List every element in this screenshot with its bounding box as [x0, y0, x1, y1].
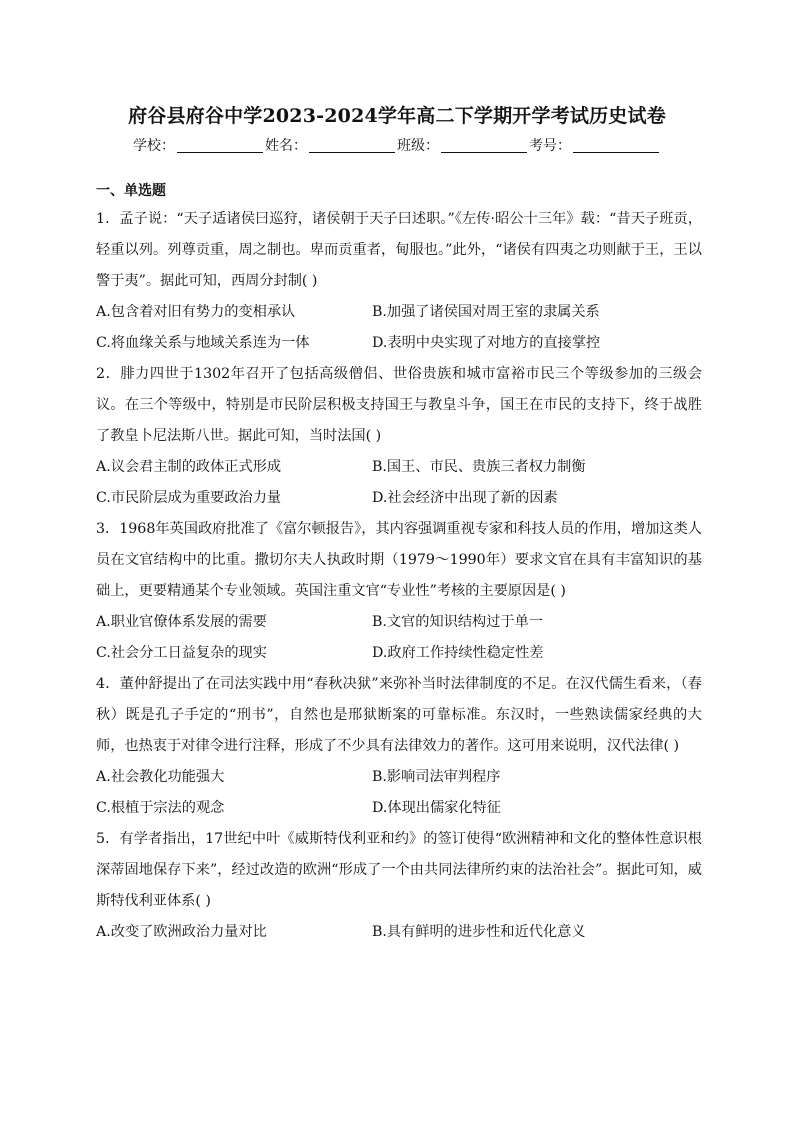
question-text: 1．孟子说：“天子适诸侯曰巡狩，诸侯朝于天子曰述职。”《左传·昭公十三年》载：“昔天子班贡，轻重以列。列尊贡重，周之制也。卑而贡重者，甸服也。”此外，“诸侯有四夷之功则献于王，王以警于夷”。据此可知，西周分封制( )	[96, 211, 702, 289]
option-list	[96, 452, 702, 514]
student-info-line	[0, 135, 794, 155]
question-text: 5．有学者指出，17世纪中叶《威斯特伐利亚和约》的签订使得“欧洲精神和文化的整体性意识根深蒂固地保存下来”，经过改造的欧洲“形成了一个由共同法律所约束的法治社会”。据此可知，威斯特伐利亚体系( )	[96, 831, 702, 909]
name-field	[265, 135, 397, 155]
option-c: C.将血缘关系与地域关系连为一体	[96, 335, 310, 351]
option-d: D.体现出儒家化特征	[372, 800, 501, 816]
option-list	[96, 297, 702, 359]
option-d: D.表明中央实现了对地方的直接掌控	[372, 335, 601, 351]
option-d: D.政府工作持续性稳定性差	[372, 645, 544, 661]
option-b: B.加强了诸侯国对周王室的隶属关系	[372, 304, 600, 320]
option-b: B.国王、市民、贵族三者权力制衡	[372, 459, 586, 475]
exam-number-label: 考号：	[529, 138, 571, 154]
option-c: C.社会分工日益复杂的现实	[96, 645, 267, 661]
option-list	[96, 607, 702, 669]
option-a: A.改变了欧洲政治力量对比	[96, 924, 267, 940]
question-5	[96, 824, 702, 948]
option-a: A.职业官僚体系发展的需要	[96, 614, 267, 630]
question-3	[96, 514, 702, 669]
question-text: 2．腓力四世于1302年召开了包括高级僧侣、世俗贵族和城市富裕市民三个等级参加的三级会议。在三个等级中，特别是市民阶层积极支持国王与教皇斗争，国王在市民的支持下，终于战胜了教皇卜尼法斯八世。据此可知，当时法国( )	[96, 366, 702, 444]
question-text: 3．1968年英国政府批准了《富尔顿报告》，其内容强调重视专家和科技人员的作用，增加这类人员在文官结构中的比重。撒切尔夫人执政时期（1979～1990年）要求文官在具有丰富知识的基础上，更要精通某个专业领域。英国注重文官“专业性”考核的主要原因是( )	[96, 521, 702, 599]
exam-title: 府谷县府谷中学2023-2024学年高二下学期开学考试历史试卷	[128, 105, 666, 127]
option-list	[96, 917, 702, 948]
school-field	[133, 135, 265, 155]
class-label: 班级：	[397, 138, 439, 154]
name-blank	[309, 138, 395, 153]
question-text: 4．董仲舒提出了在司法实践中用“春秋决狱”来弥补当时法律制度的不足。在汉代儒生看来，（春秋）既是孔子手定的“刑书”，自然也是邢狱断案的可靠标准。东汉时，一些熟读儒家经典的大师，也热衷于对律令进行注释，形成了不少具有法律效力的著作。这可用来说明，汉代法律( )	[96, 676, 702, 754]
question-4	[96, 669, 702, 824]
option-a: A.社会教化功能强大	[96, 769, 225, 785]
school-blank	[177, 138, 263, 153]
option-c: C.根植于宗法的观念	[96, 800, 225, 816]
option-b: B.具有鲜明的进步性和近代化意义	[372, 924, 586, 940]
question-2	[96, 359, 702, 514]
school-label: 学校：	[133, 138, 175, 154]
option-list	[96, 762, 702, 824]
option-a: A.包含着对旧有势力的变相承认	[96, 304, 296, 320]
option-b: B.文官的知识结构过于单一	[372, 614, 543, 630]
exam-content	[96, 178, 702, 948]
class-field	[397, 135, 529, 155]
exam-number-field	[529, 135, 661, 155]
option-a: A.议会君主制的政体正式形成	[96, 459, 282, 475]
option-c: C.市民阶层成为重要政治力量	[96, 490, 282, 506]
section-title: 一、单选题	[96, 183, 166, 199]
class-blank	[441, 138, 527, 153]
exam-number-blank	[573, 138, 659, 153]
name-label: 姓名：	[265, 138, 307, 154]
question-1	[96, 204, 702, 359]
option-d: D.社会经济中出现了新的因素	[372, 490, 558, 506]
option-b: B.影响司法审判程序	[372, 769, 501, 785]
